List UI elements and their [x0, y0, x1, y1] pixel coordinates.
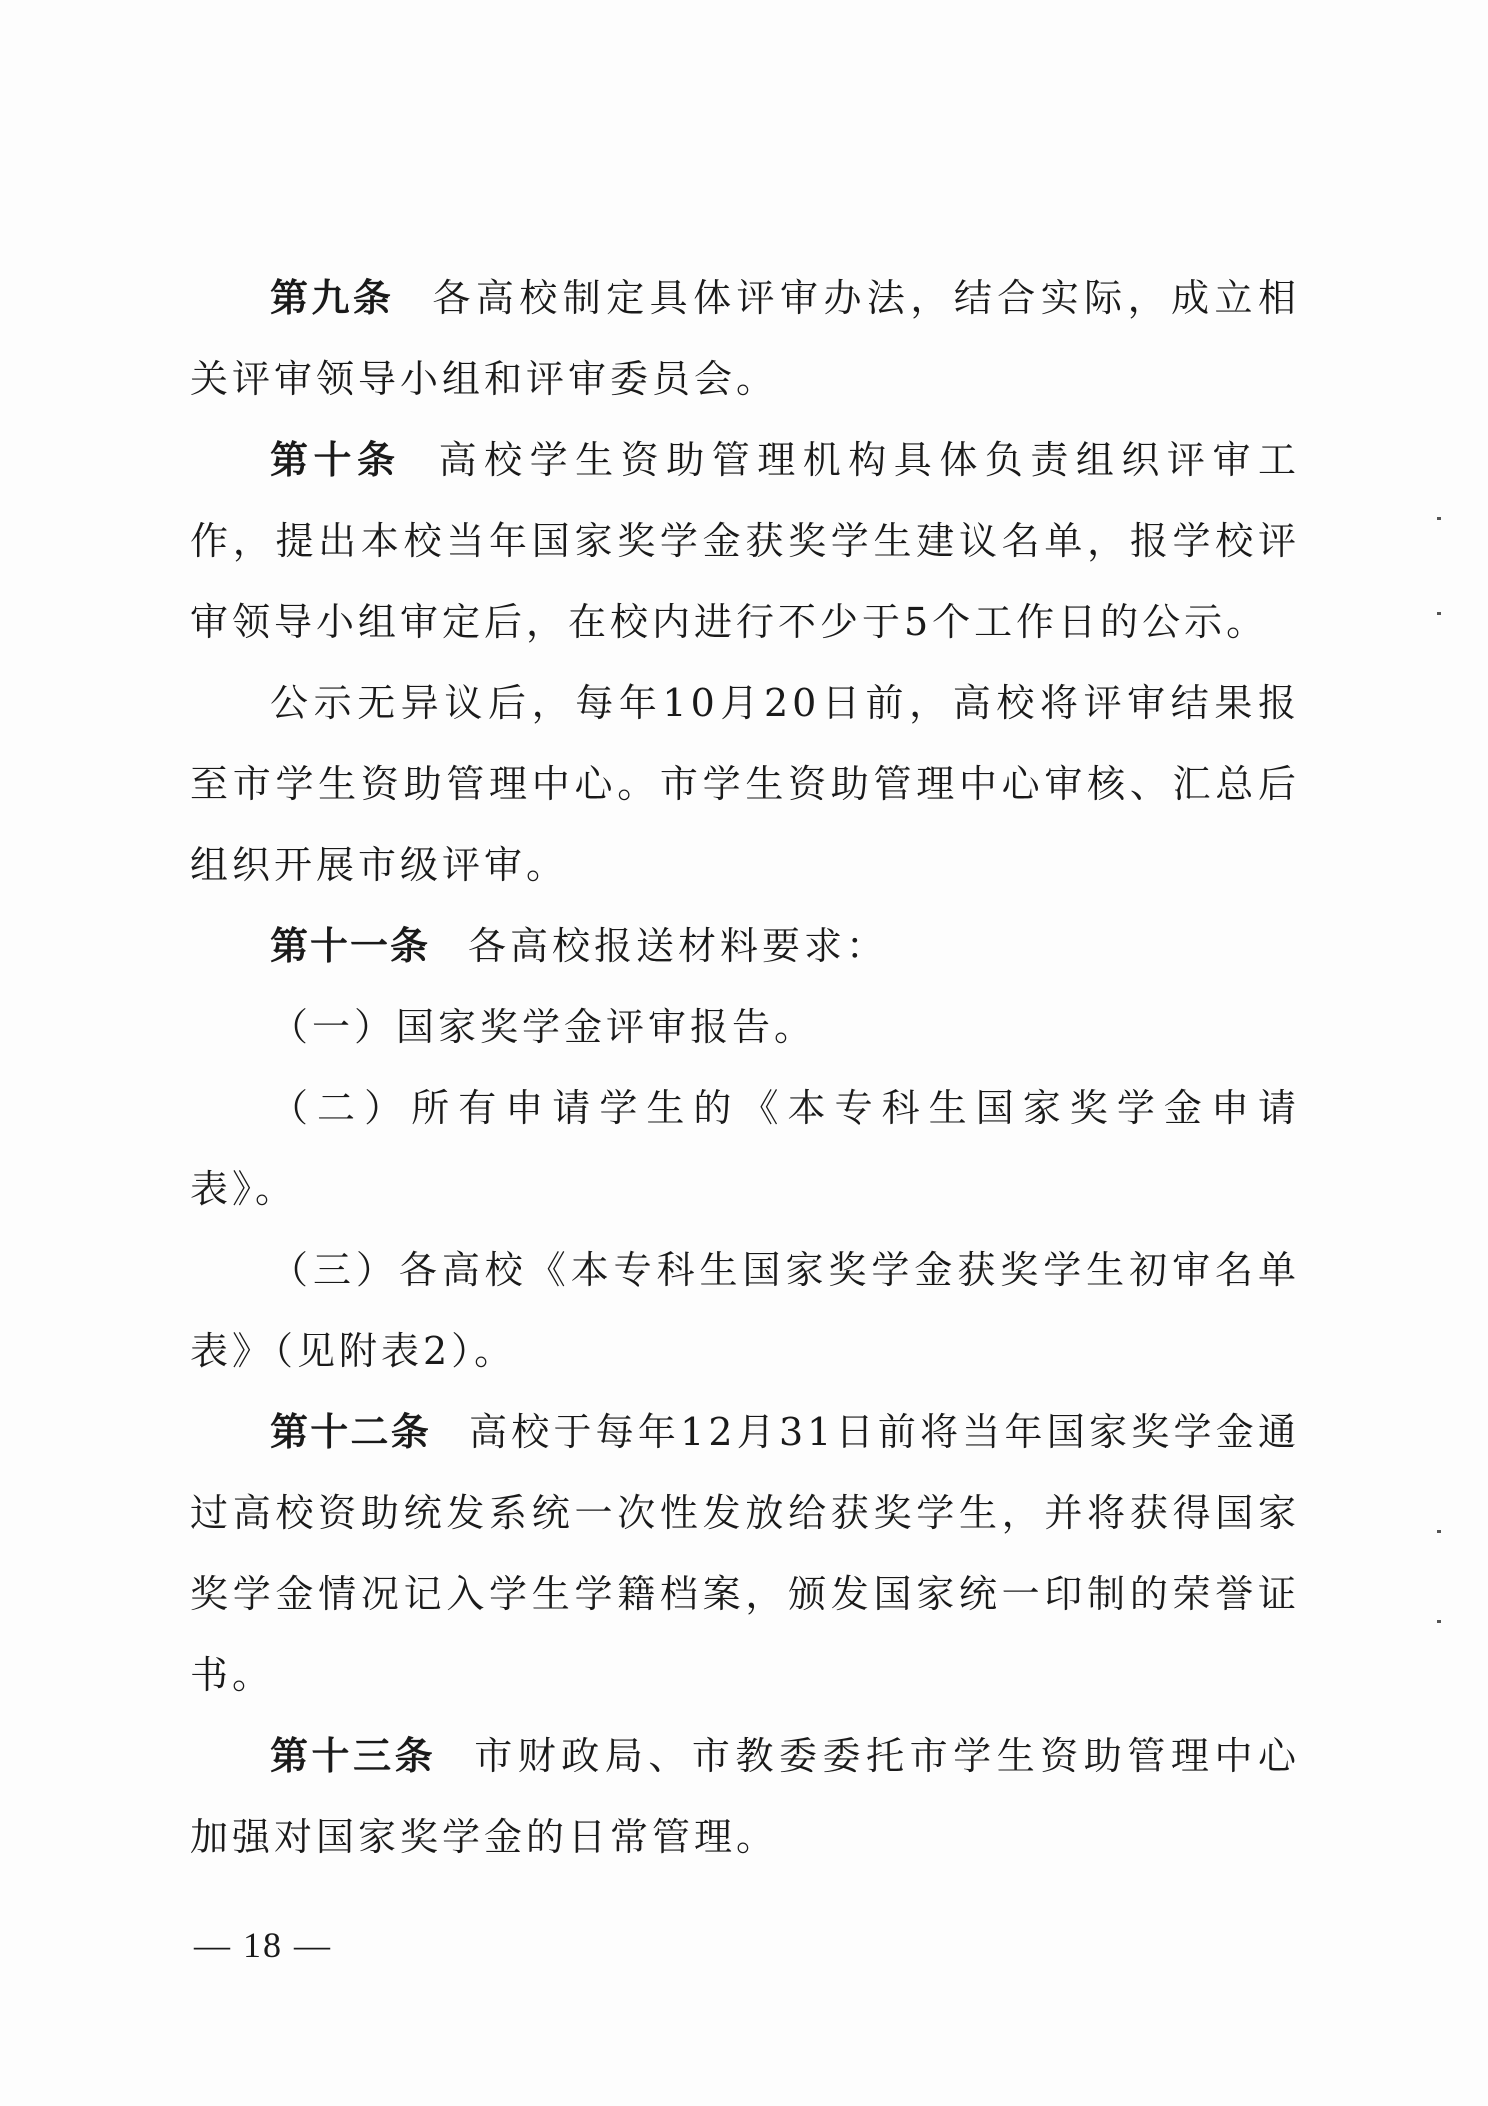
paragraph-article-9	[190, 258, 1300, 420]
paragraph-article-13	[190, 1716, 1300, 1878]
paragraph-text: 高校于每年12月31日前将当年国家奖学金通过高校资助统发系统一次性发放给获奖学生，并将获得国家奖学金情况记入学生学籍档案，颁发国家统一印制的荣誉证书。	[190, 1410, 1300, 1697]
scan-mark	[1437, 1530, 1441, 1533]
page-number: — 18 —	[194, 1925, 332, 1965]
paragraph-text: 公示无异议后，每年10月20日前，高校将评审结果报至市学生资助管理中心。市学生资助管理中心审核、汇总后组织开展市级评审。	[190, 681, 1300, 887]
paragraph-text: （三）各高校《本专科生国家奖学金获奖学生初审名单表》（见附表2）。	[190, 1248, 1300, 1373]
paragraph-article-12	[190, 1392, 1300, 1716]
article-heading: 第十二条	[270, 1410, 431, 1454]
scan-mark	[1437, 517, 1441, 520]
list-item-1	[190, 987, 1300, 1068]
scan-mark	[1437, 1620, 1441, 1623]
scan-mark	[1437, 612, 1441, 615]
paragraph-publicity	[190, 663, 1300, 906]
paragraph-article-11	[190, 906, 1300, 987]
paragraph-article-10	[190, 420, 1300, 663]
article-heading: 第十一条	[270, 924, 431, 968]
article-heading: 第九条	[270, 276, 395, 320]
article-heading: 第十三条	[270, 1734, 437, 1778]
paragraph-text: 各高校制定具体评审办法，结合实际，成立相关评审领导小组和评审委员会。	[190, 276, 1300, 401]
paragraph-text: 市财政局、市教委委托市学生资助管理中心加强对国家奖学金的日常管理。	[190, 1734, 1300, 1859]
paragraph-text: （二）所有申请学生的《本专科生国家奖学金申请表》。	[190, 1086, 1300, 1211]
paragraph-text: （一）国家奖学金评审报告。	[270, 1005, 817, 1049]
paragraph-text: 各高校报送材料要求：	[468, 924, 889, 968]
document-body	[190, 258, 1300, 1878]
list-item-3	[190, 1230, 1300, 1392]
paragraph-text: 高校学生资助管理机构具体负责组织评审工作，提出本校当年国家奖学金获奖学生建议名单，报学校评审领导小组审定后，在校内进行不少于5个工作日的公示。	[190, 438, 1300, 644]
list-item-2	[190, 1068, 1300, 1230]
article-heading: 第十条	[270, 438, 401, 482]
